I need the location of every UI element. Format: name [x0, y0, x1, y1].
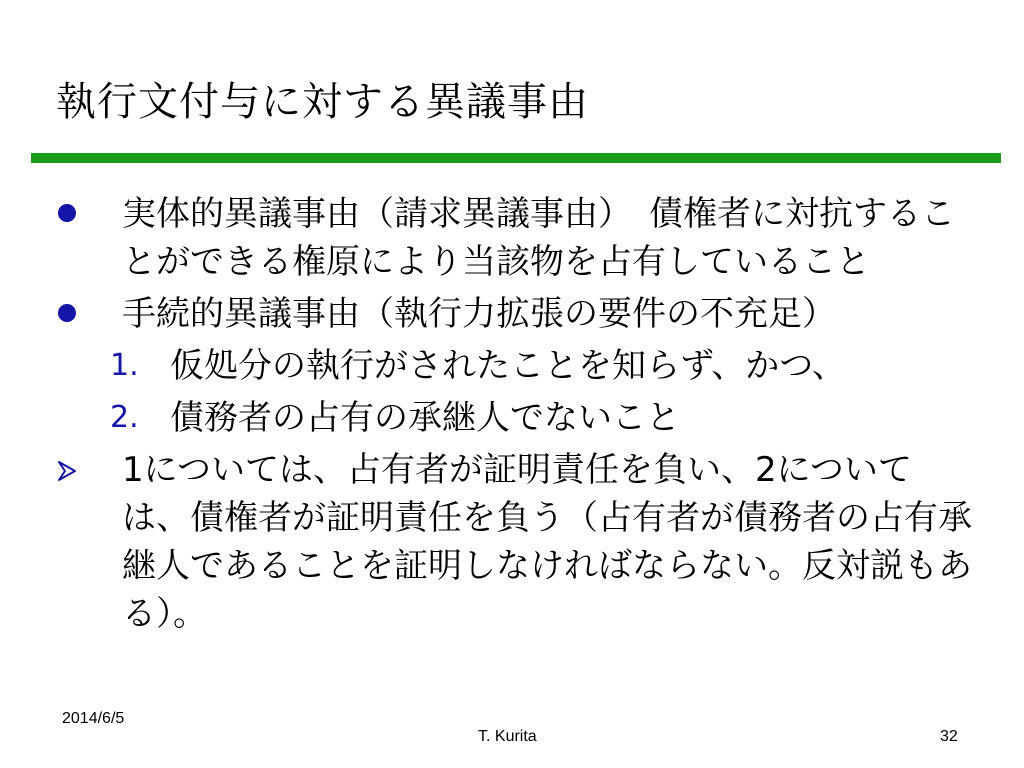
slide-body — [52, 190, 972, 642]
bullet-item-procedural — [52, 290, 972, 338]
bullet-item-substantive — [52, 190, 972, 286]
numbered-text: 債務者の占有の承継人でないこと — [170, 398, 680, 438]
bullet-text: 1については、占有者が証明責任を負い、2については、債権者が証明責任を負う（占有者が債務者の占有承継人であることを証明しなければならない。反対説もある）。 — [122, 450, 972, 634]
footer-date: 2014/6/5 — [62, 710, 125, 727]
numbered-item-1 — [52, 342, 972, 390]
bullet-text: 実体的異議事由（請求異議事由） 債権者に対抗することができる権原により当該物を占有していること — [122, 194, 955, 282]
footer-author: T. Kurita — [478, 728, 537, 745]
bullet-dot-icon — [58, 204, 76, 222]
list-number: 2. — [110, 400, 139, 435]
page-number: 32 — [940, 728, 958, 745]
title-divider — [31, 153, 1001, 163]
bullet-text: 手続的異議事由（執行力拡張の要件の不充足） — [122, 294, 836, 334]
list-number: 1. — [110, 348, 139, 383]
slide-title: 執行文付与に対する異議事由 — [56, 79, 589, 125]
numbered-item-2 — [52, 394, 972, 442]
bullet-dot-icon — [58, 304, 76, 322]
arrow-bullet-icon — [56, 460, 78, 482]
numbered-text: 仮処分の執行がされたことを知らず、かつ、 — [170, 346, 846, 386]
bullet-item-burden-of-proof — [52, 446, 972, 638]
